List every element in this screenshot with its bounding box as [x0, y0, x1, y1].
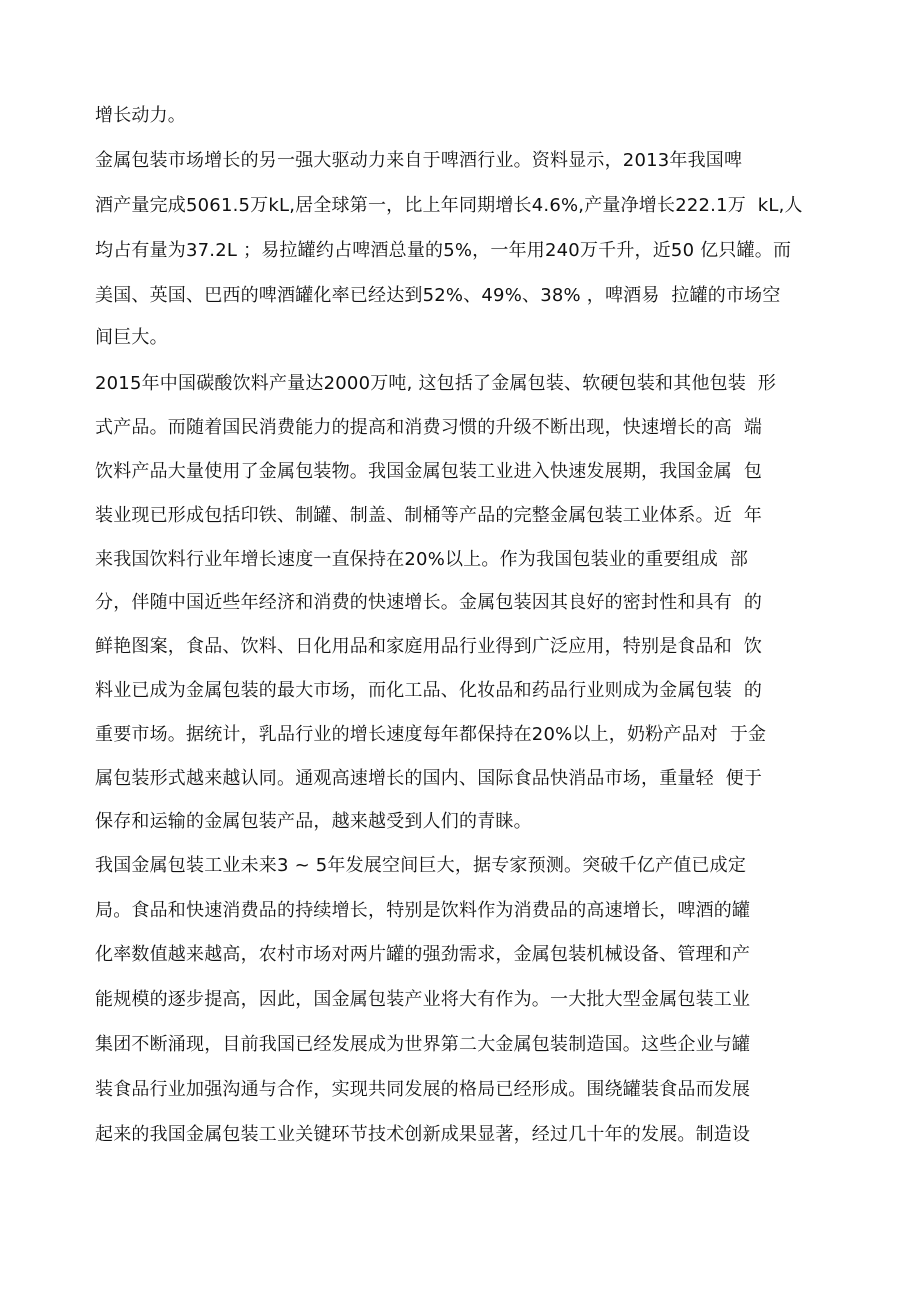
text-line: 均占有量为37.2L ；易拉罐约占啤酒总量的5%，一年用240万千升，近50 亿只罐。而 — [95, 240, 792, 261]
text-line: 金属包装市场增长的另一强大驱动力来自于啤酒行业。资料显示，2013年我国啤 — [95, 150, 743, 171]
text-line: 局。食品和快速消费品的持续增长，特别是饮料作为消费品的高速增长，啤酒的罐 — [95, 900, 751, 921]
text-line: 2015年中国碳酸饮料产量达2000万吨, 这包括了金属包装、软硬包装和其他包装 形 — [95, 373, 777, 394]
text-line: 属包装形式越来越认同。通观高速增长的国内、国际食品快消品市场，重量轻 便于 — [95, 768, 763, 789]
text-line: 增长动力。 — [95, 105, 186, 126]
text-line: 重要市场。据统计，乳品行业的增长速度每年都保持在20%以上，奶粉产品对 于金 — [95, 724, 767, 745]
text-line: 保存和运输的金属包装产品，越来越受到人们的青睐。 — [95, 811, 532, 832]
text-line: 酒产量完成5061.5万kL,居全球第一，比上年同期增长4.6%,产量净增长222.1万 kL,人 — [95, 195, 803, 216]
text-line: 饮料产品大量使用了金属包装物。我国金属包装工业进入快速发展期，我国金属 包 — [95, 461, 763, 482]
text-line: 料业已成为金属包装的最大市场，而化工品、化妆品和药品行业则成为金属包装 的 — [95, 680, 763, 701]
text-line: 式产品。而随着国民消费能力的提高和消费习惯的升级不断出现，快速增长的高 端 — [95, 417, 763, 438]
text-line: 集团不断涌现，目前我国已经发展成为世界第二大金属包装制造国。这些企业与罐 — [95, 1034, 751, 1055]
text-line: 美国、英国、巴西的啤酒罐化率已经达到52%、49%、38% ，啤酒易 拉罐的市场空 — [95, 285, 781, 306]
text-line: 起来的我国金属包装工业关键环节技术创新成果显著，经过几十年的发展。制造设 — [95, 1124, 751, 1145]
text-line: 能规模的逐步提高，因此，国金属包装产业将大有作为。一大批大型金属包装工业 — [95, 989, 751, 1010]
text-line: 来我国饮料行业年增长速度一直保持在20%以上。作为我国包装业的重要组成 部 — [95, 549, 749, 570]
text-line: 分，伴随中国近些年经济和消费的快速增长。金属包装因其良好的密封性和具有 的 — [95, 592, 763, 613]
text-line: 装食品行业加强沟通与合作，实现共同发展的格局已经形成。围绕罐装食品而发展 — [95, 1079, 751, 1100]
text-line: 化率数值越来越高，农村市场对两片罐的强劲需求，金属包装机械设备、管理和产 — [95, 944, 751, 965]
text-line: 我国金属包装工业未来3 ~ 5年发展空间巨大，据专家预测。突破千亿产值已成定 — [95, 855, 747, 876]
text-line: 鲜艳图案，食品、饮料、日化用品和家庭用品行业得到广泛应用，特别是食品和 饮 — [95, 636, 763, 657]
text-line: 间巨大。 — [95, 327, 168, 348]
text-line: 装业现已形成包括印铁、制罐、制盖、制桶等产品的完整金属包装工业体系。近 年 — [95, 505, 763, 526]
